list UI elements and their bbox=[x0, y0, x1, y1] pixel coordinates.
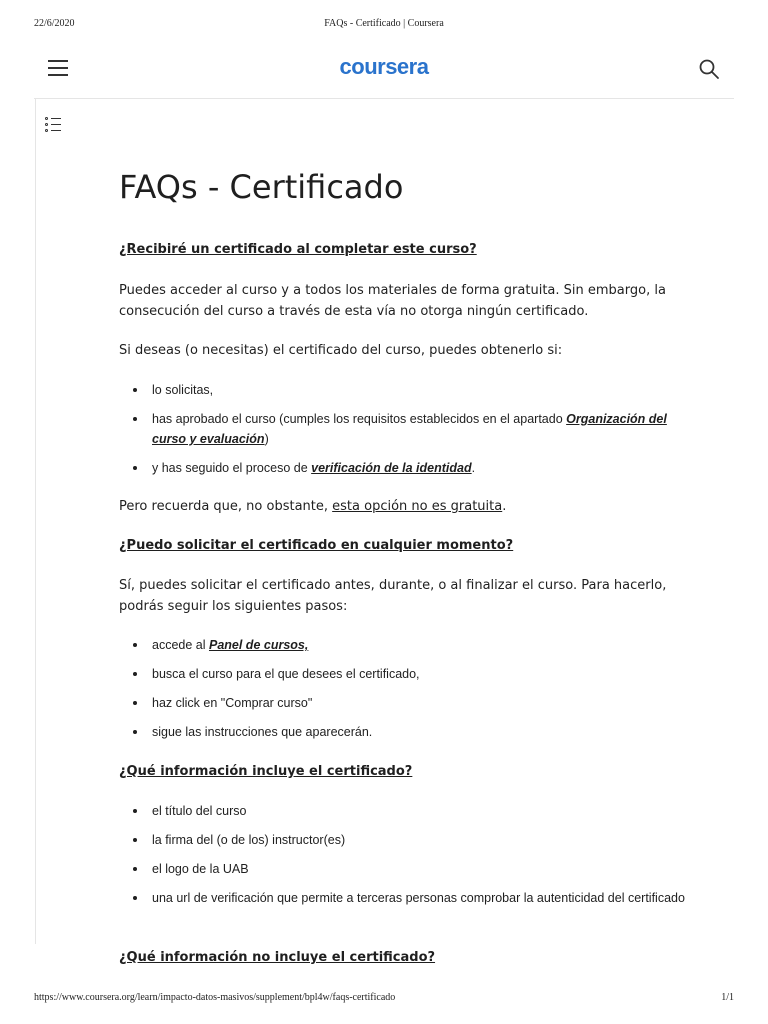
not-free-link[interactable]: esta opción no es gratuita bbox=[332, 499, 503, 514]
list-item-text: ) bbox=[264, 432, 269, 446]
faq-answer-paragraph bbox=[119, 496, 689, 517]
paragraph-text: . bbox=[502, 499, 507, 514]
certificate-contents-list bbox=[119, 801, 689, 908]
course-panel-link[interactable]: Panel de cursos, bbox=[208, 638, 309, 652]
print-url: https://www.coursera.org/learn/impacto-datos-masivos/supplement/bpl4w/faqs-certificado bbox=[34, 992, 396, 1003]
list-item: lo solicitas, bbox=[119, 380, 689, 400]
coursera-logo[interactable]: coursera bbox=[339, 54, 429, 79]
search-icon[interactable] bbox=[698, 58, 720, 80]
evaluation-link[interactable]: Organización del curso y evaluación bbox=[152, 412, 667, 446]
list-item-text: y has seguido el proceso de bbox=[152, 461, 312, 475]
list-item-text: accede al bbox=[152, 638, 209, 652]
list-item: sigue las instrucciones que aparecerán. bbox=[119, 722, 689, 742]
requirements-list bbox=[119, 380, 689, 478]
sidebar-divider bbox=[35, 99, 36, 944]
list-item bbox=[119, 409, 689, 449]
list-item bbox=[119, 635, 689, 655]
list-item-text: . bbox=[471, 461, 476, 475]
list-item: una url de verificación que permite a terceras personas comprobar la autenticidad del certificado bbox=[119, 888, 689, 908]
print-title: FAQs - Certificado | Coursera bbox=[324, 18, 444, 29]
print-page-number: 1/1 bbox=[721, 992, 734, 1003]
paragraph-text: Pero recuerda que, no obstante, bbox=[119, 499, 333, 514]
identity-verification-link[interactable]: verificación de la identidad bbox=[311, 461, 472, 475]
list-item-text: has aprobado el curso (cumples los requisitos establecidos en el apartado bbox=[152, 412, 567, 426]
faq-question-1: ¿Recibiré un certificado al completar este curso? bbox=[119, 242, 477, 257]
list-item: el logo de la UAB bbox=[119, 859, 689, 879]
steps-list bbox=[119, 635, 689, 742]
outline-list-icon[interactable] bbox=[45, 117, 63, 135]
faq-question-2: ¿Puedo solicitar el certificado en cualquier momento? bbox=[119, 538, 514, 553]
list-item: la firma del (o de los) instructor(es) bbox=[119, 830, 689, 850]
list-item: busca el curso para el que desees el certificado, bbox=[119, 664, 689, 684]
faq-question-3: ¿Qué información incluye el certificado? bbox=[119, 764, 413, 779]
faq-answer-paragraph: Si deseas (o necesitas) el certificado del curso, puedes obtenerlo si: bbox=[119, 343, 563, 358]
list-item bbox=[119, 458, 689, 478]
faq-answer-paragraph: Puedes acceder al curso y a todos los materiales de forma gratuita. Sin embargo, la consecución del curso a través de esta vía no otorga ningún certificado. bbox=[119, 283, 666, 319]
page-title: FAQs - Certificado bbox=[119, 168, 404, 206]
list-item: el título del curso bbox=[119, 801, 689, 821]
faq-answer-paragraph: Sí, puedes solicitar el certificado antes, durante, o al finalizar el curso. Para hacerlo, podrás seguir los siguientes pasos: bbox=[119, 578, 667, 614]
faq-question-4: ¿Qué información no incluye el certificado? bbox=[119, 950, 436, 965]
print-date: 22/6/2020 bbox=[34, 18, 75, 29]
top-nav bbox=[34, 40, 734, 99]
list-item: haz click en "Comprar curso" bbox=[119, 693, 689, 713]
